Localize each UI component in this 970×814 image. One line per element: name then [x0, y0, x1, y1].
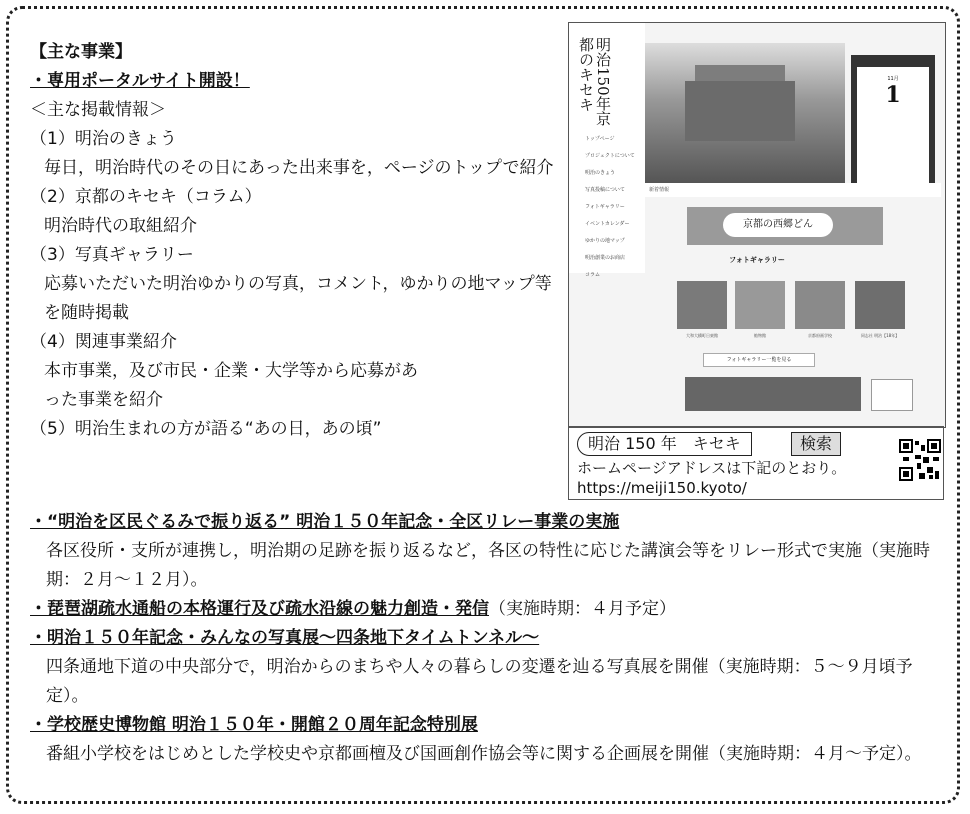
site-url: https://meiji150.kyoto/ — [577, 479, 747, 497]
other-projects-section — [30, 508, 945, 769]
nav-item[interactable]: トップページ — [585, 136, 615, 142]
thumb-caption: 勧物館 — [754, 333, 766, 338]
project-title: ・“明治を区民ぐるみで振り返る” 明治１５０年記念・全区リレー事業の実施 — [30, 512, 620, 532]
gallery-thumb[interactable] — [795, 281, 845, 329]
item-desc: 応募いただいた明治ゆかりの写真，コメント，ゆかりの地マップ等を随時掲載 — [44, 274, 552, 323]
website-screenshot — [568, 22, 946, 428]
item-title: （5）明治生まれの方が語る“あの日，あの頃” — [30, 419, 382, 439]
address-line: ホームページアドレスは下記のとおり。 — [577, 459, 847, 477]
gallery-thumb[interactable] — [855, 281, 905, 329]
item-desc: 明治時代の取組紹介 — [44, 216, 197, 236]
main-projects-section — [30, 38, 560, 444]
nav-item[interactable]: フォトギャラリー — [585, 204, 625, 210]
date-card — [851, 55, 935, 195]
project-note: （実施時期：４月予定） — [489, 599, 676, 619]
gallery-thumb[interactable] — [677, 281, 727, 329]
project-title: ・学校歴史博物館 明治１５０年・開館２０周年記念特別展 — [30, 715, 478, 735]
nav-item[interactable]: イベントカレンダー — [585, 221, 630, 227]
site-sidebar — [569, 23, 645, 278]
item-title: （4）関連事業紹介 — [30, 332, 177, 352]
item-desc: 毎日，明治時代のその日にあった出来事を，ページのトップで紹介 — [44, 158, 554, 178]
project-title: ・明治１５０年記念・みんなの写真展～四条地下タイムトンネル～ — [30, 628, 540, 648]
saigo-banner[interactable] — [687, 207, 883, 245]
site-logo: 明治150年京都のキセキ — [577, 37, 612, 126]
portal-heading: ・専用ポータルサイト開設！ — [30, 71, 250, 91]
news-label: 新着情報 — [649, 187, 670, 193]
search-button: 検索 — [791, 432, 841, 456]
calendar-month: 11月 — [887, 76, 899, 82]
calendar-day: 1 — [885, 82, 901, 108]
search-keyword-text: 明治 150 年 キセキ — [588, 434, 741, 453]
gallery-more-button[interactable]: フォトギャラリー一覧を見る — [703, 353, 815, 367]
side-banner[interactable] — [871, 379, 913, 411]
nav-item[interactable]: 明治創業のお商店 — [585, 255, 626, 261]
address-box — [568, 426, 944, 500]
photo-submit-banner[interactable] — [685, 377, 861, 411]
qr-code-icon — [899, 439, 941, 481]
thumb-caption: 同志社 明治【18年】 — [860, 333, 900, 338]
project-desc: 各区役所・支所が連携し，明治期の足跡を振り返るなど，各区の特性に応じた講演会等をリレー形式で実施（実施時期：２月～１２月）。 — [46, 541, 930, 590]
item-desc: 本市事業，及び市民・企業・大学等から応募があった事業を紹介 — [44, 361, 418, 410]
date-card-inner — [857, 67, 929, 185]
hero-photo — [645, 43, 845, 183]
search-keyword — [577, 432, 752, 456]
building — [685, 81, 795, 141]
thumb-caption: 大和大橋町日東館 — [686, 333, 718, 338]
news-bar — [645, 183, 941, 197]
address-text — [577, 458, 846, 498]
item-title: （1）明治のきょう — [30, 129, 177, 149]
item-title: （3）写真ギャラリー — [30, 245, 194, 265]
project-desc: 四条通地下道の中央部分で，明治からのまちや人々の暮らしの変遷を辿る写真展を開催（実施時期：５～９月頃予定）。 — [46, 657, 913, 706]
banner-title: 京都の西郷どん — [723, 213, 833, 237]
project-desc: 番組小学校をはじめとした学校史や京都画檀及び国画創作協会等に関する企画展を開催（実施時期：４月～予定）。 — [46, 744, 922, 764]
thumb-caption: 京都府画学校 — [808, 333, 832, 338]
gallery-thumb[interactable] — [735, 281, 785, 329]
nav-item[interactable]: 写真投稿について — [585, 187, 625, 193]
item-title: （2）京都のキセキ（コラム） — [30, 187, 262, 207]
nav-item[interactable]: 明治のきょう — [585, 170, 616, 176]
info-heading: ＜主な掲載情報＞ — [30, 100, 166, 120]
gallery-title: フォトギャラリー — [729, 256, 785, 264]
nav-item[interactable]: ゆかりの地マップ — [585, 238, 625, 244]
nav-item[interactable]: コラム — [585, 272, 600, 278]
nav-item[interactable]: プロジェクトについて — [585, 153, 635, 159]
project-title: ・琵琶湖疏水通船の本格運行及び疏水沿線の魅力創造・発信 — [30, 599, 489, 619]
section-heading: 【主な事業】 — [30, 42, 132, 62]
